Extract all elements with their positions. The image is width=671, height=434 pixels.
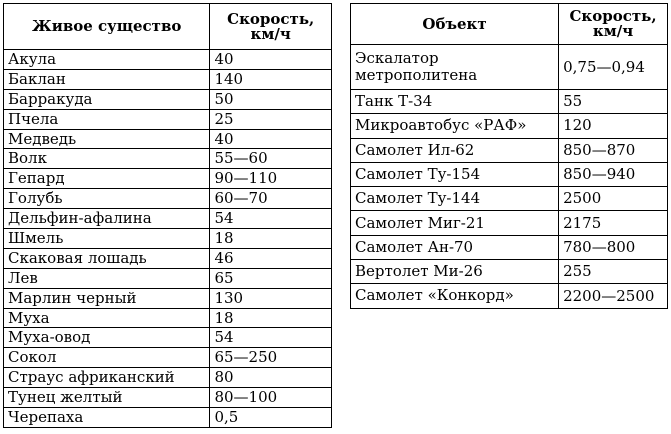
cell-name xyxy=(351,162,559,186)
table-row xyxy=(4,189,332,209)
table-row xyxy=(4,308,332,328)
cell-speed: 130 xyxy=(210,288,332,308)
table-row xyxy=(351,138,668,162)
column-header-speed xyxy=(210,4,332,50)
cell-speed: 2500 xyxy=(559,187,668,211)
cell-speed: 65 xyxy=(210,268,332,288)
table-row xyxy=(351,114,668,138)
table-row xyxy=(4,149,332,169)
cell-name: Волк xyxy=(4,149,210,169)
cell-speed: 25 xyxy=(210,109,332,129)
table-row xyxy=(351,260,668,284)
table-row xyxy=(4,129,332,149)
column-header-speed-line2: км/ч xyxy=(250,24,291,43)
cell-speed: 60—70 xyxy=(210,189,332,209)
table-row xyxy=(4,89,332,109)
cell-name: Лев xyxy=(4,268,210,288)
cell-name xyxy=(351,284,559,308)
cell-name-line1: Самолет Ту-154 xyxy=(355,164,481,183)
table-row xyxy=(4,328,332,348)
cell-name: Шмель xyxy=(4,229,210,249)
column-header-name: Объект xyxy=(351,4,559,45)
cell-speed: 120 xyxy=(559,114,668,138)
cell-name-line1: Самолет Миг-21 xyxy=(355,213,485,232)
column-header-speed-line2: км/ч xyxy=(592,22,634,40)
table-row xyxy=(4,388,332,408)
cell-name: Тунец желтый xyxy=(4,388,210,408)
cell-name: Дельфин-афалина xyxy=(4,209,210,229)
cell-name-line1: Танк Т-34 xyxy=(355,92,433,111)
column-header-speed-line1: Скорость, xyxy=(227,9,315,28)
cell-name-line1: Вертолет Ми-26 xyxy=(355,262,483,281)
cell-name: Сокол xyxy=(4,348,210,368)
cell-name xyxy=(351,235,559,259)
cell-name xyxy=(351,187,559,211)
cell-speed: 780—800 xyxy=(559,235,668,259)
cell-speed: 0,75—0,94 xyxy=(559,45,668,90)
cell-name xyxy=(351,90,559,114)
cell-name: Барракуда xyxy=(4,89,210,109)
cell-name-line1: Самолет Ту-144 xyxy=(355,189,481,208)
table-header-row xyxy=(4,4,332,50)
cell-name: Баклан xyxy=(4,69,210,89)
table-row xyxy=(4,248,332,268)
table-row xyxy=(351,284,668,308)
table-row xyxy=(4,268,332,288)
column-header-speed xyxy=(559,4,668,45)
table-row xyxy=(4,408,332,428)
cell-speed: 40 xyxy=(210,129,332,149)
cell-speed: 0,5 xyxy=(210,408,332,428)
cell-name: Акула xyxy=(4,50,210,70)
cell-name: Страус африканский xyxy=(4,368,210,388)
cell-speed: 80 xyxy=(210,368,332,388)
cell-speed: 65—250 xyxy=(210,348,332,368)
cell-speed: 55 xyxy=(559,90,668,114)
column-header-name: Живое существо xyxy=(4,4,210,50)
cell-speed: 850—870 xyxy=(559,138,668,162)
cell-name xyxy=(351,45,559,90)
cell-name-line1: Эскалатор xyxy=(355,48,439,67)
objects-speed-table xyxy=(350,3,668,309)
table-row xyxy=(351,211,668,235)
cell-speed: 40 xyxy=(210,50,332,70)
column-header-speed-line1: Скорость, xyxy=(569,7,657,25)
table-row xyxy=(4,69,332,89)
cell-name: Голубь xyxy=(4,189,210,209)
cell-speed: 255 xyxy=(559,260,668,284)
table-row xyxy=(351,162,668,186)
cell-speed: 140 xyxy=(210,69,332,89)
cell-name: Муха xyxy=(4,308,210,328)
table-row xyxy=(4,288,332,308)
cell-name-line1: Микроавтобус «РАФ» xyxy=(355,116,527,135)
table-row xyxy=(4,50,332,70)
cell-name: Скаковая лошадь xyxy=(4,248,210,268)
table-row xyxy=(4,169,332,189)
cell-name xyxy=(351,138,559,162)
cell-name-line1: Самолет Ан-70 xyxy=(355,237,474,256)
cell-name-line1: Самолет Ил-62 xyxy=(355,140,475,159)
cell-speed: 80—100 xyxy=(210,388,332,408)
cell-name-line1: Самолет «Конкорд» xyxy=(355,286,514,305)
table-header-row xyxy=(351,4,668,45)
cell-speed: 55—60 xyxy=(210,149,332,169)
table-row xyxy=(351,90,668,114)
cell-name: Пчела xyxy=(4,109,210,129)
cell-speed: 46 xyxy=(210,248,332,268)
table-row xyxy=(4,109,332,129)
cell-speed: 2175 xyxy=(559,211,668,235)
cell-name: Черепаха xyxy=(4,408,210,428)
table-row xyxy=(4,229,332,249)
table-row xyxy=(4,209,332,229)
cell-speed: 54 xyxy=(210,209,332,229)
cell-name: Муха-овод xyxy=(4,328,210,348)
objects-table-body xyxy=(351,45,668,309)
animals-speed-table xyxy=(3,3,332,428)
cell-speed: 50 xyxy=(210,89,332,109)
cell-speed: 2200—2500 xyxy=(559,284,668,308)
cell-name: Медведь xyxy=(4,129,210,149)
table-row xyxy=(4,348,332,368)
animals-table-body xyxy=(4,50,332,428)
table-row xyxy=(4,368,332,388)
cell-speed: 18 xyxy=(210,229,332,249)
cell-name-line2: метрополитена xyxy=(355,66,478,84)
cell-speed: 18 xyxy=(210,308,332,328)
cell-name: Гепард xyxy=(4,169,210,189)
table-row xyxy=(351,45,668,90)
cell-name xyxy=(351,260,559,284)
table-row xyxy=(351,187,668,211)
cell-name: Марлин черный xyxy=(4,288,210,308)
cell-name xyxy=(351,114,559,138)
cell-speed: 54 xyxy=(210,328,332,348)
table-row xyxy=(351,235,668,259)
cell-speed: 850—940 xyxy=(559,162,668,186)
cell-speed: 90—110 xyxy=(210,169,332,189)
cell-name xyxy=(351,211,559,235)
